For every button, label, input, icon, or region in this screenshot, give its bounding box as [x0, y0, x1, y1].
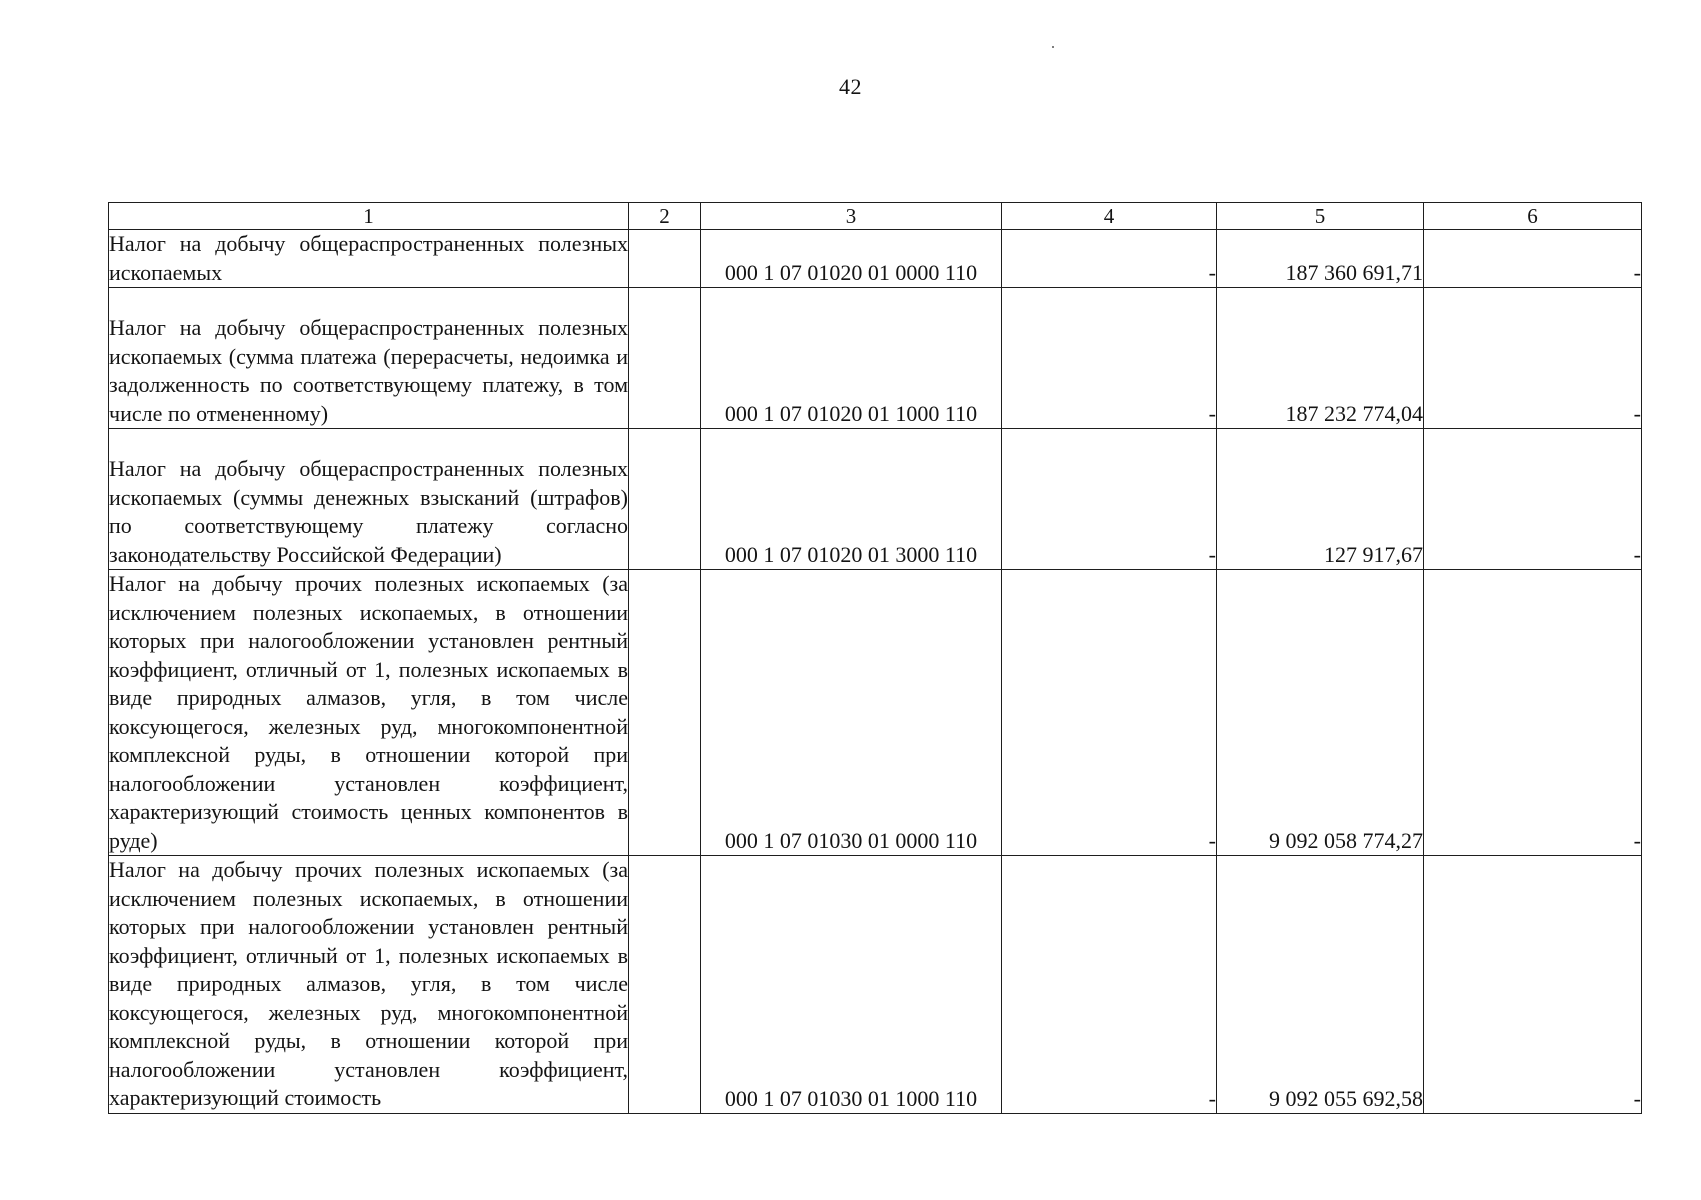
table-row: [109, 570, 1642, 856]
column-header-6: 6: [1424, 203, 1642, 230]
table-row: [109, 230, 1642, 288]
table-row: [109, 856, 1642, 1114]
row-name: Налог на добычу общераспространенных полезных ископаемых (сумма платежа (перерасчеты, недоимка и задолженность по соответствующему платежу, в том числе по отмененному): [109, 315, 628, 426]
row-col2-cell: [629, 856, 701, 1114]
row-col4-value: -: [1002, 429, 1217, 570]
row-kbk-code: 000 1 07 01020 01 1000 110: [701, 288, 1002, 429]
row-col4-value: -: [1002, 856, 1217, 1114]
row-amount: 127 917,67: [1217, 429, 1424, 570]
row-kbk-code: 000 1 07 01020 01 0000 110: [701, 230, 1002, 288]
row-col6-value: -: [1424, 570, 1642, 856]
row-col2-cell: [629, 288, 701, 429]
column-header-3: 3: [701, 203, 1002, 230]
row-amount: 187 232 774,04: [1217, 288, 1424, 429]
row-col2-cell: [629, 429, 701, 570]
row-col6-value: -: [1424, 288, 1642, 429]
column-header-4: 4: [1002, 203, 1217, 230]
scan-speck: [1052, 46, 1054, 48]
row-kbk-code: 000 1 07 01030 01 1000 110: [701, 856, 1002, 1114]
row-name-cell: [109, 570, 629, 856]
row-name: Налог на добычу прочих полезных ископаемых (за исключением полезных ископаемых, в отношении которых при налогообложении установлен рентный коэффициент, отличный от 1, полезных ископаемых в виде природных алмазов, угля, в том числе коксующегося, железных руд, многокомпонентной комплексной руды, в отношении которой при налогообложении установлен коэффициент, характеризующий стоимость: [109, 857, 628, 1110]
column-header-2: 2: [629, 203, 701, 230]
row-col4-value: -: [1002, 230, 1217, 288]
row-name-cell: [109, 288, 629, 429]
page-number: 42: [839, 74, 862, 99]
row-name: Налог на добычу прочих полезных ископаемых (за исключением полезных ископаемых, в отношении которых при налогообложении установлен рентный коэффициент, отличный от 1, полезных ископаемых в виде природных алмазов, угля, в том числе коксующегося, железных руд, многокомпонентной комплексной руды, в отношении которой при налогообложении установлен коэффициент, характеризующий стоимость ценных компонентов в руде): [109, 571, 628, 853]
row-col6-value: -: [1424, 230, 1642, 288]
row-col2-cell: [629, 570, 701, 856]
row-kbk-code: 000 1 07 01020 01 3000 110: [701, 429, 1002, 570]
row-col2-cell: [629, 230, 701, 288]
row-col4-value: -: [1002, 570, 1217, 856]
row-col6-value: -: [1424, 429, 1642, 570]
row-kbk-code: 000 1 07 01030 01 0000 110: [701, 570, 1002, 856]
row-col6-value: -: [1424, 856, 1642, 1114]
table-row: [109, 288, 1642, 429]
table-row: [109, 429, 1642, 570]
row-name-cell: [109, 230, 629, 288]
row-amount: 9 092 055 692,58: [1217, 856, 1424, 1114]
row-name: Налог на добычу общераспространенных полезных ископаемых: [109, 231, 628, 285]
row-amount: 187 360 691,71: [1217, 230, 1424, 288]
revenue-table: [108, 202, 1642, 1114]
row-amount: 9 092 058 774,27: [1217, 570, 1424, 856]
table-header-row: [109, 203, 1642, 230]
row-name-cell: [109, 429, 629, 570]
column-header-5: 5: [1217, 203, 1424, 230]
row-name-cell: [109, 856, 629, 1114]
column-header-1: 1: [109, 203, 629, 230]
row-col4-value: -: [1002, 288, 1217, 429]
row-name: Налог на добычу общераспространенных полезных ископаемых (суммы денежных взысканий (штрафов) по соответствующему платежу согласно законодательству Российской Федерации): [109, 456, 628, 567]
